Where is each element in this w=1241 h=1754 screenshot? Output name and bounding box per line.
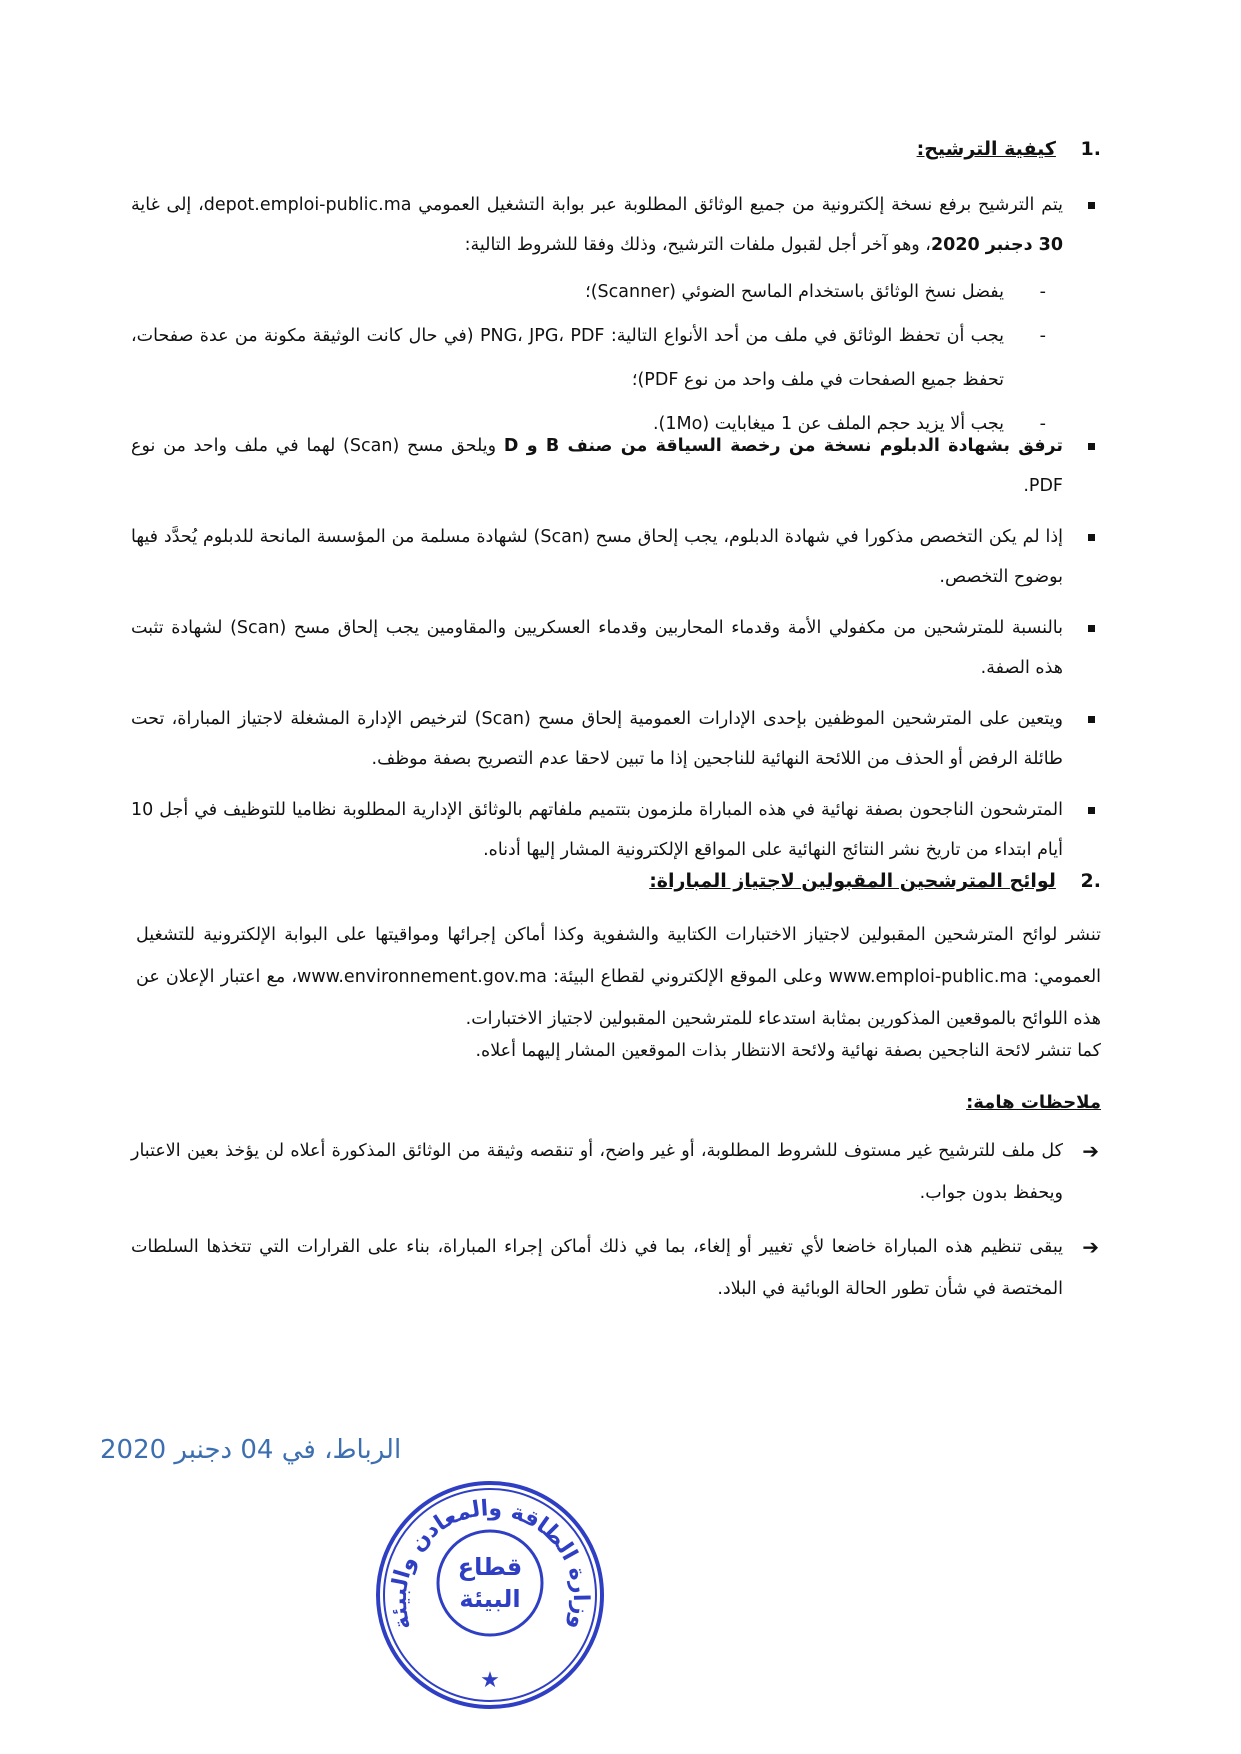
stamp-inner-ring <box>438 1531 542 1635</box>
bullet-square-icon <box>1088 807 1095 814</box>
stamp-outer-text: وزارة الطاقة والمعادن والبيئة <box>386 1496 594 1633</box>
bullet-item <box>131 608 1101 688</box>
section-1-number: .1 <box>1080 138 1101 160</box>
section-1-title: كيفية الترشيح: <box>916 138 1056 160</box>
bullet-item <box>131 517 1101 597</box>
notes-heading <box>141 1092 1101 1113</box>
text-run: يتم الترشيح برفع نسخة إلكترونية من جميع الوثائق المطلوبة عبر بوابة التشغيل العمومي depot.emploi-public.ma، إلى غاية <box>131 195 1063 215</box>
section-2-paragraph: تنشر لوائح المترشحين المقبولين لاجتياز الاختبارات الكتابية والشفوية وكذا أماكن إجرائها ومواقيتها على البوابة الإلكترونية للتشغيل العمومي: www.emploi-public.ma وعلى الموقع الإلكتروني لقطاع البيئة: www.environnement.gov.ma، مع اعتبار الإعلان عن هذه اللوائح بالموقعين المذكورين بمثابة استدعاء للمترشحين المقبولين لاجتياز الاختبارات. <box>136 925 1102 1029</box>
bullet-square-icon <box>1088 625 1095 632</box>
note-text: يبقى تنظيم هذه المباراة خاضعا لأي تغيير أو إلغاء، بما في ذلك أماكن إجراء المباراة، بناء على القرارات التي تتخذها السلطات المختصة في شأن تطور الحالة الوبائية في البلاد. <box>131 1237 1063 1299</box>
text-run: ، وهو آخر أجل لقبول ملفات الترشيح، وذلك وفقا للشروط التالية: <box>464 235 931 255</box>
dash-marker: - <box>1039 282 1046 302</box>
dash-marker: - <box>1039 414 1046 434</box>
section-2-paragraph-2: كما تنشر لائحة الناجحين بصفة نهائية ولائحة الانتظار بذات الموقعين المشار إليهما أعلاه. <box>475 1041 1101 1061</box>
bullets-intro <box>131 185 1101 265</box>
bullet-square-icon <box>1088 202 1095 209</box>
bullet-item <box>131 790 1101 870</box>
notes-title: ملاحظات هامة: <box>966 1092 1101 1113</box>
condition-text: يجب أن تحفظ الوثائق في ملف من أحد الأنواع التالية: PNG، JPG، PDF (في حال كانت الوثيقة مكونة من عدة صفحات، تحفظ جميع الصفحات في ملف واحد من نوع PDF)؛ <box>131 326 1004 390</box>
section-1-heading <box>141 138 1101 160</box>
stamp-star-icon: ★ <box>480 1668 500 1693</box>
notes-list <box>131 1130 1101 1310</box>
bullet-square-icon <box>1088 534 1095 541</box>
condition-item <box>131 314 1046 402</box>
dateline: الرباط، في 04 دجنبر 2020 <box>100 1435 402 1465</box>
arrow-left-icon: ➔ <box>1082 1235 1099 1259</box>
text-run: ويلحق مسح (Scan) لهما في ملف واحد من نوع PDF. <box>131 436 1063 496</box>
arrow-left-icon: ➔ <box>1082 1139 1099 1163</box>
stamp-inner-line-1: قطاع <box>457 1553 523 1581</box>
bold-text: 30 دجنبر 2020 <box>930 235 1063 255</box>
text-run: المترشحون الناجحون بصفة نهائية في هذه المباراة ملزمون بتتميم ملفاتهم بالوثائق الإدارية المطلوبة نظاميا للتوظيف في أجل 10 أيام ابتداء من تاريخ نشر النتائج النهائية على المواقع الإلكترونية المشار إليها أدناه. <box>131 800 1063 860</box>
text-run: بالنسبة للمترشحين من مكفولي الأمة وقدماء المحاربين وقدماء العسكريين والمقاومين يجب إلحاق مسح (Scan) لشهادة تثبت هذه الصفة. <box>131 618 1064 678</box>
condition-item <box>131 270 1046 314</box>
section-2-number: .2 <box>1080 870 1101 892</box>
bullets-requirements <box>131 426 1101 870</box>
bullet-item <box>131 426 1101 506</box>
bold-text: ترفق بشهادة الدبلوم نسخة من رخصة السياقة من صنف B و D <box>503 436 1063 456</box>
note-item <box>131 1130 1101 1214</box>
bullet-square-icon <box>1088 443 1095 450</box>
conditions-list <box>131 270 1046 446</box>
bullet-item <box>131 185 1101 265</box>
stamp-inner-line-2: البيئة <box>459 1585 521 1613</box>
bullet-item <box>131 699 1101 779</box>
note-text: كل ملف للترشيح غير مستوف للشروط المطلوبة، أو غير واضح، أو تنقصه وثيقة من الوثائق المذكورة أعلاه لن يؤخذ بعين الاعتبار ويحفظ بدون جواب. <box>131 1141 1063 1203</box>
text-run: ويتعين على المترشحين الموظفين بإحدى الإدارات العمومية إلحاق مسح (Scan) لترخيص الإدارة المشغلة لاجتياز المباراة، تحت طائلة الرفض أو الحذف من اللائحة النهائية للناجحين إذا ما تبين لاحقا عدم التصريح بصفة موظف. <box>131 709 1063 769</box>
condition-text: يفضل نسخ الوثائق باستخدام الماسح الضوئي (Scanner)؛ <box>585 282 1004 302</box>
section-2-heading <box>141 870 1101 892</box>
condition-text: يجب ألا يزيد حجم الملف عن 1 ميغابايت (1Mo). <box>652 414 1004 434</box>
text-run: إذا لم يكن التخصص مذكورا في شهادة الدبلوم، يجب إلحاق مسح (Scan) لشهادة مسلمة من المؤسسة المانحة للدبلوم يُحدَّد فيها بوضوح التخصص. <box>131 527 1063 587</box>
bullet-square-icon <box>1088 716 1095 723</box>
official-stamp <box>370 1475 610 1715</box>
section-2-title: لوائح المترشحين المقبولين لاجتياز المباراة: <box>649 870 1056 892</box>
dash-marker: - <box>1039 326 1046 346</box>
note-item <box>131 1226 1101 1310</box>
